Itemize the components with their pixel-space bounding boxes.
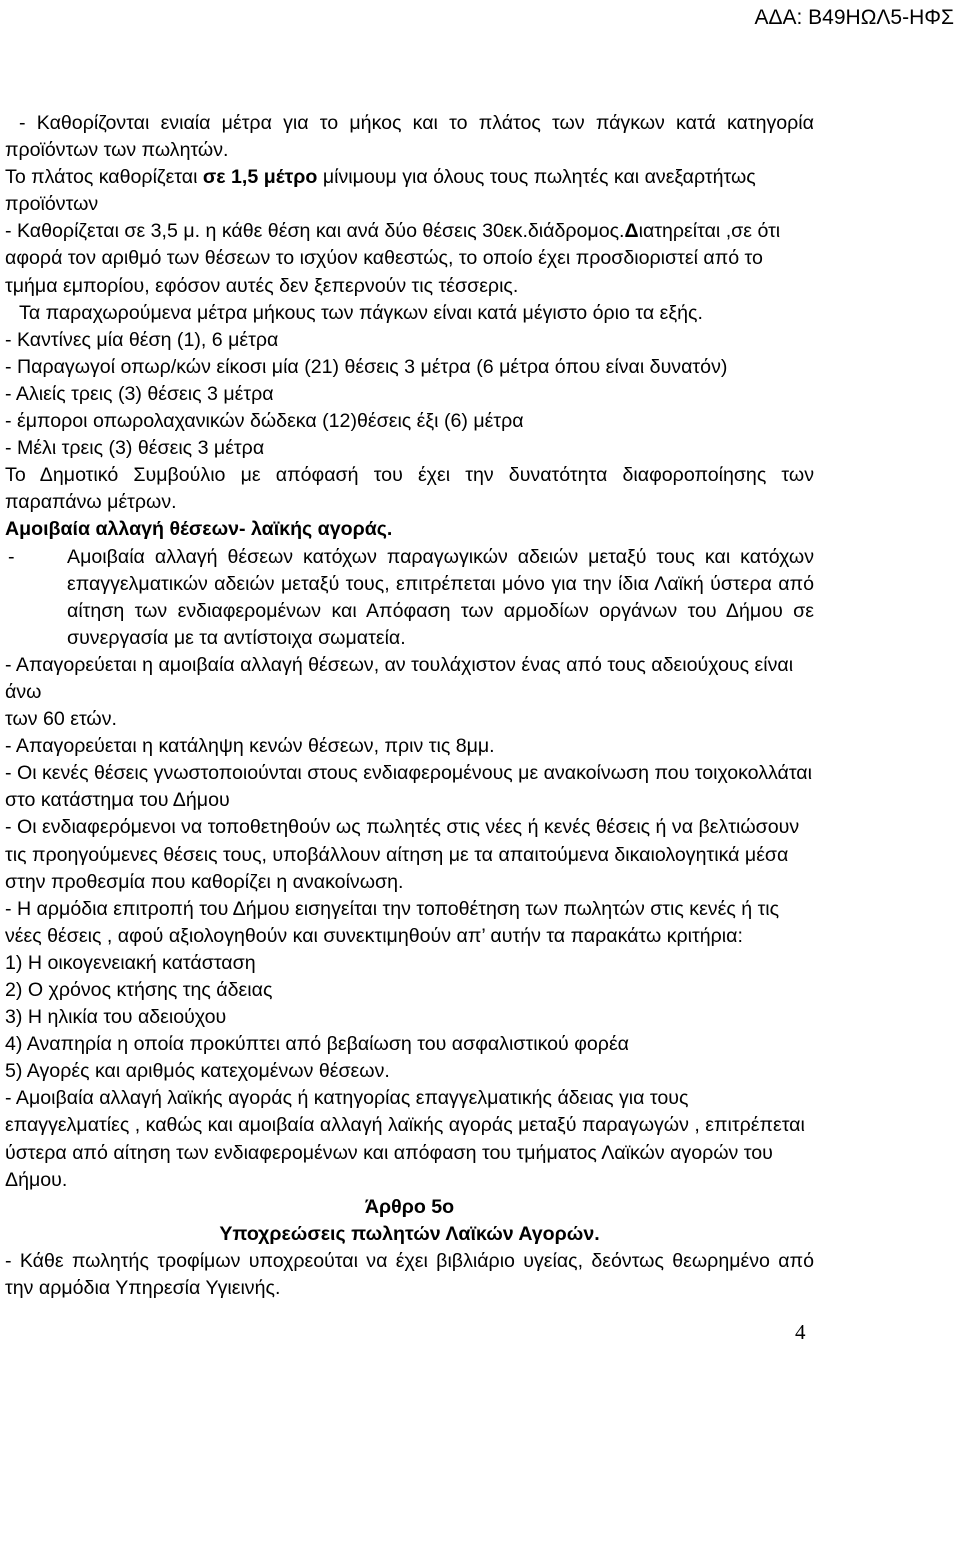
item-emporoi: - έμποροι οπωρολαχανικών δώδεκα (12)θέσεις έξι (6) μέτρα — [5, 410, 524, 433]
criterion-2: 2) Ο χρόνος κτήσης της άδειας — [5, 979, 273, 1001]
item-kantines: - Καντίνες μία θέση (1), 6 μέτρα — [5, 328, 279, 351]
paragraph-market-exchange: - Αμοιβαία αλλαγή λαϊκής αγοράς ή κατηγορίας επαγγελματικής άδειας για τους επαγγελματίες , καθώς και αμοιβαία αλλαγή λαϊκής αγοράς μεταξύ παραγωγών , επιτρέπεται ύστερα από αίτηση των ενδιαφερομένων και απόφαση του τμήματος Λαϊκών αγορών του Δήμου. — [5, 1087, 805, 1191]
paragraph-health-book: - Κάθε πωλητής τροφίμων υποχρεούται να έχει βιβλιάριο υγείας, δεόντως θεωρημένο από την αρμόδια Υπηρεσία Υγιεινής. — [5, 1249, 814, 1300]
criterion-1: 1) Η οικογενειακή κατάσταση — [5, 951, 256, 974]
paragraph-positions: - Καθορίζεται σε 3,5 μ. η κάθε θέση και ανά δύο θέσεις 30εκ.διάδρομος.Διατηρείται ,σε ότι αφορά τον αριθμό των θέσεων το ισχύον καθεστώς, το οποίο έχει προσδιοριστεί από το τμήμα εμπορίου, εφόσον αυτές δεν ξεπερνούν τις τέσσερις. — [5, 220, 781, 297]
paragraph-age-limit-cont: των 60 ετών. — [5, 708, 117, 731]
article-number: Άρθρο 5ο — [364, 1195, 455, 1218]
item-meli: - Μέλι τρεις (3) θέσεις 3 μέτρα — [5, 437, 265, 460]
document-body — [5, 110, 814, 1302]
paragraph-applications: - Οι ενδιαφερόμενοι να τοποθετηθούν ως πωλητές στις νέες ή κενές θέσεις ή να βελτιώσουν τις προηγούμενες θέσεις τους, υποβάλλουν αίτηση με τα απαιτούμενα δικαιολογητικά μέσα στην προθεσμία που καθορίζει η ανακοίνωση. — [5, 816, 800, 893]
paragraph-max-lengths: Τα παραχωρούμενα μέτρα μήκους των πάγκων είναι κατά μέγιστο όριο τα εξής. — [19, 301, 703, 324]
paragraph-age-limit: - Απαγορεύεται η αμοιβαία αλλαγή θέσεων, αν τουλάχιστον ένας από τους αδειούχους είναι άνω — [5, 653, 794, 703]
paragraph-council: Το Δημοτικό Συμβούλιο με απόφασή του έχει την δυνατότητα διαφοροποίησης των παραπάνω μέτρων. — [5, 464, 814, 514]
item-alieis: - Αλιείς τρεις (3) θέσεις 3 μέτρα — [5, 382, 274, 405]
paragraph-committee: - Η αρμόδια επιτροπή του Δήμου εισηγείται την τοποθέτηση των πωλητών στις κενές ή τις νέες θέσεις , αφού αξιολογηθούν και συνεκτιμηθούν απ’ αυτήν τα παρακάτω κριτήρια: — [5, 897, 780, 947]
article-title: Υποχρεώσεις πωλητών Λαϊκών Αγορών. — [219, 1222, 600, 1245]
criterion-3: 3) Η ηλικία του αδειούχου — [5, 1006, 227, 1029]
paragraph-vacant-notice: - Οι κενές θέσεις γνωστοποιούνται στους ενδιαφερομένους με ανακοίνωση που τοιχοκολλάται στο κατάστημα του Δήμου — [5, 762, 812, 812]
width-value: σε 1,5 μέτρο — [202, 166, 318, 189]
paragraph-dimensions: - Καθορίζονται ενιαία μέτρα για το μήκος και το πλάτος των πάγκων κατά κατηγορία προϊόντων των πωλητών. — [5, 112, 814, 162]
section-heading-exchange: Αμοιβαία αλλαγή θέσεων- λαϊκής αγοράς. — [5, 518, 393, 541]
criterion-4: 4) Αναπηρία η οποία προκύπτει από βεβαίωση του ασφαλιστικού φορέα — [5, 1033, 630, 1056]
ada-header: ΑΔΑ: Β49ΗΩΛ5-ΗΦΣ — [754, 6, 954, 29]
page-number: 4 — [795, 1320, 806, 1344]
paragraph-vacant-occupation: - Απαγορεύεται η κατάληψη κενών θέσεων, πριν τις 8μμ. — [5, 735, 495, 758]
paragraph-exchange: - Αμοιβαία αλλαγή θέσεων κατόχων παραγωγικών αδειών μεταξύ τους και κατόχων επαγγελματικών αδειών μεταξύ τους, επιτρέπεται μόνο για την ίδια Λαϊκή ύστερα από αίτηση των ενδιαφερομένων και Απόφαση των αρμοδίων οργάνων του Δήμου σε συνεργασία με τα αντίστοιχα σωματεία. — [8, 545, 814, 649]
item-paragogoi: - Παραγωγοί οπωρ/κών είκοσι μία (21) θέσεις 3 μέτρα (6 μέτρα όπου είναι δυνατόν) — [5, 355, 728, 378]
paragraph-width: Το πλάτος καθορίζεται σε 1,5 μέτρο μίνιμουμ για όλους τους πωλητές και ανεξαρτήτως προϊόντων — [5, 166, 756, 216]
criterion-5: 5) Αγορές και αριθμός κατεχομένων θέσεων. — [5, 1060, 390, 1083]
